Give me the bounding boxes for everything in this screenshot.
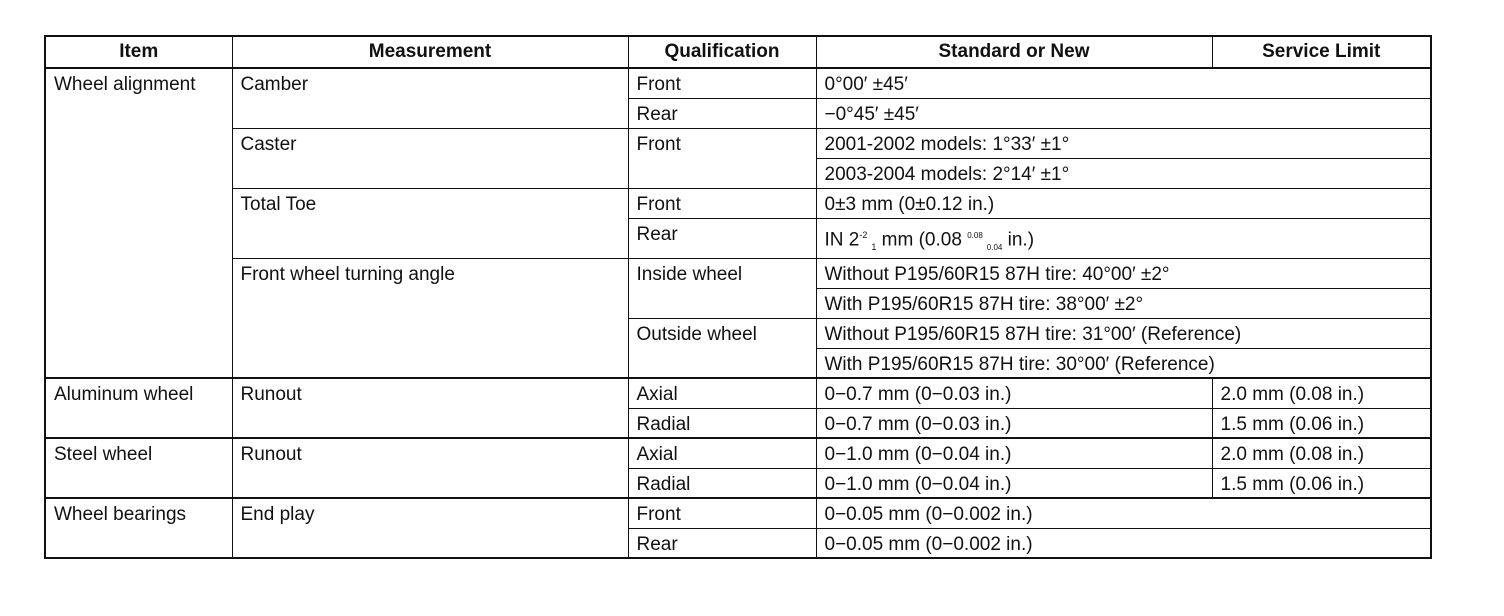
toe-rear-sup1: -2 [859, 229, 868, 240]
table-row [45, 498, 1431, 528]
measurement-end-play: End play [232, 498, 628, 558]
header-row [45, 36, 1431, 68]
measurement-runout: Runout [232, 378, 628, 438]
qualification-cell: Rear [628, 528, 816, 558]
toe-rear-end: in.) [1002, 228, 1035, 250]
standard-cell: 0°00′ ±45′ [816, 68, 1431, 98]
specifications-table [44, 35, 1432, 559]
header-service-limit: Service Limit [1212, 36, 1431, 68]
standard-cell: With P195/60R15 87H tire: 38°00′ ±2° [816, 288, 1431, 318]
header-standard: Standard or New [816, 36, 1212, 68]
standard-cell: With P195/60R15 87H tire: 30°00′ (Reference) [816, 348, 1431, 378]
standard-cell: 0−0.7 mm (0−0.03 in.) [816, 378, 1212, 408]
table-row [45, 128, 1431, 158]
qualification-cell: Axial [628, 378, 816, 408]
item-steel-wheel: Steel wheel [45, 438, 232, 498]
standard-cell: Without P195/60R15 87H tire: 31°00′ (Reference) [816, 318, 1431, 348]
measurement-total-toe: Total Toe [232, 188, 628, 258]
qualification-cell: Front [628, 498, 816, 528]
standard-cell: 0±3 mm (0±0.12 in.) [816, 188, 1431, 218]
header-qualification: Qualification [628, 36, 816, 68]
qualification-cell: Radial [628, 468, 816, 498]
table-row [45, 378, 1431, 408]
qualification-cell: Axial [628, 438, 816, 468]
standard-cell [816, 218, 1431, 258]
service-limit-cell: 2.0 mm (0.08 in.) [1212, 378, 1431, 408]
service-limit-cell: 2.0 mm (0.08 in.) [1212, 438, 1431, 468]
toe-rear-sub2: 0.04 [986, 242, 1003, 252]
table-row [45, 258, 1431, 288]
qualification-cell: Front [628, 68, 816, 98]
item-wheel-bearings: Wheel bearings [45, 498, 232, 558]
qualification-cell: Front [628, 188, 816, 218]
qualification-cell: Front [628, 128, 816, 188]
toe-rear-sub1: 1 [871, 241, 877, 252]
table-row [45, 68, 1431, 98]
qualification-cell: Radial [628, 408, 816, 438]
standard-cell: Without P195/60R15 87H tire: 40°00′ ±2° [816, 258, 1431, 288]
service-limit-cell: 1.5 mm (0.06 in.) [1212, 408, 1431, 438]
qualification-cell: Rear [628, 218, 816, 258]
qualification-cell: Inside wheel [628, 258, 816, 318]
service-limit-cell: 1.5 mm (0.06 in.) [1212, 468, 1431, 498]
standard-cell: 0−1.0 mm (0−0.04 in.) [816, 438, 1212, 468]
standard-cell: 2001-2002 models: 1°33′ ±1° [816, 128, 1431, 158]
standard-cell: 0−0.05 mm (0−0.002 in.) [816, 528, 1431, 558]
toe-rear-sup2: 0.08 [967, 230, 983, 240]
table-row [45, 188, 1431, 218]
measurement-runout: Runout [232, 438, 628, 498]
standard-cell: 0−0.05 mm (0−0.002 in.) [816, 498, 1431, 528]
header-item: Item [45, 36, 232, 68]
toe-rear-mid: mm (0.08 [876, 228, 968, 250]
qualification-cell: Rear [628, 98, 816, 128]
measurement-turning-angle: Front wheel turning angle [232, 258, 628, 378]
standard-cell: −0°45′ ±45′ [816, 98, 1431, 128]
header-measurement: Measurement [232, 36, 628, 68]
qualification-cell: Outside wheel [628, 318, 816, 378]
measurement-camber: Camber [232, 68, 628, 128]
item-aluminum-wheel: Aluminum wheel [45, 378, 232, 438]
standard-cell: 2003-2004 models: 2°14′ ±1° [816, 158, 1431, 188]
item-wheel-alignment: Wheel alignment [45, 68, 232, 378]
measurement-caster: Caster [232, 128, 628, 188]
table-row [45, 438, 1431, 468]
standard-cell: 0−1.0 mm (0−0.04 in.) [816, 468, 1212, 498]
standard-cell: 0−0.7 mm (0−0.03 in.) [816, 408, 1212, 438]
toe-rear-main: IN 2 [824, 228, 860, 250]
